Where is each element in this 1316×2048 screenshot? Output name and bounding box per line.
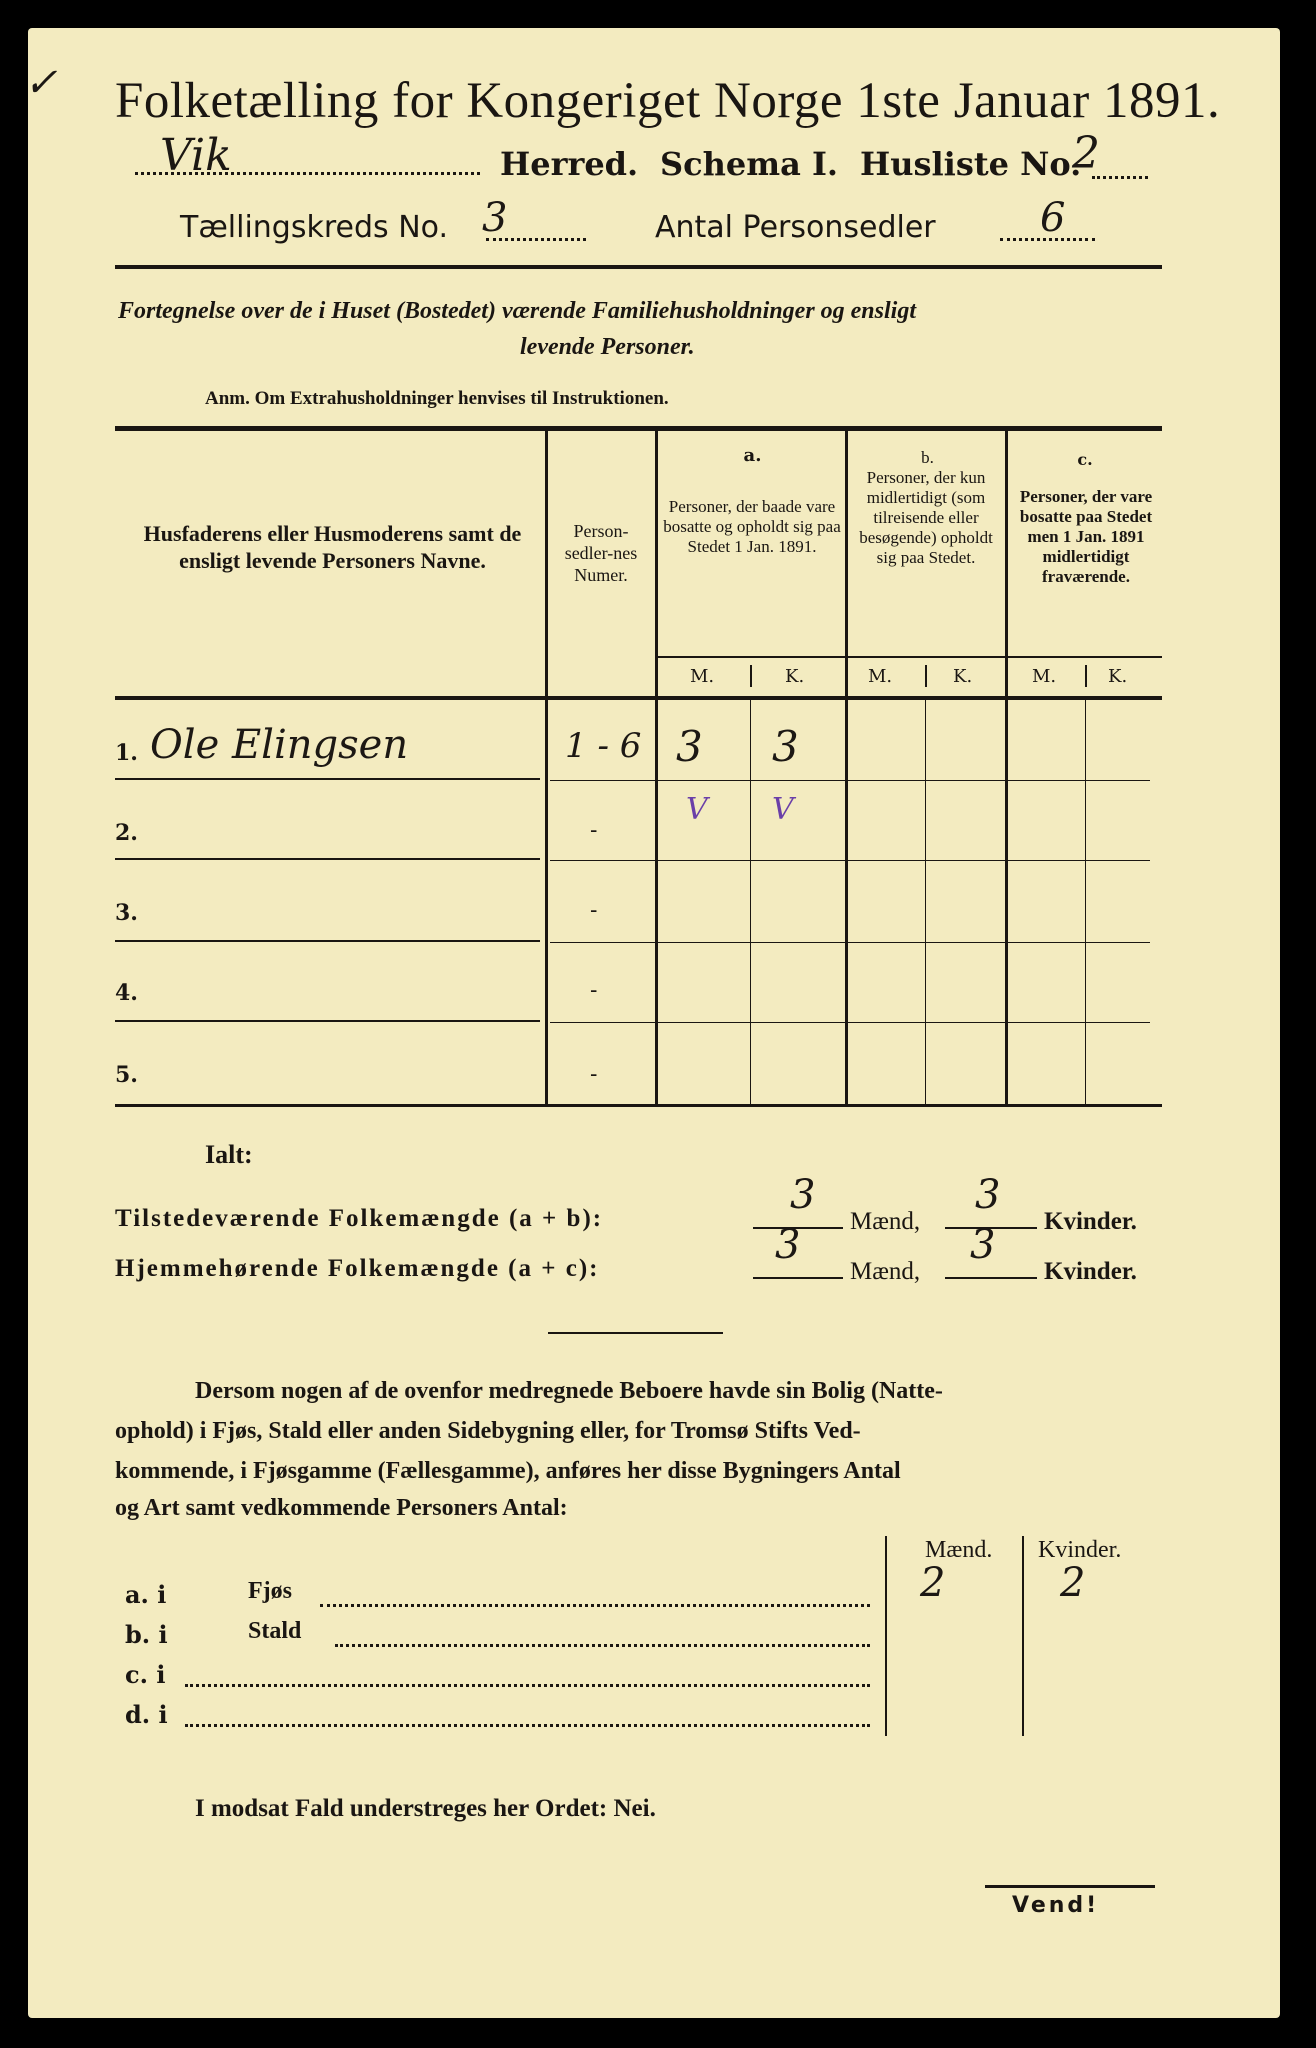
a-k-label: K. (785, 666, 805, 687)
row-a-k: 3 (772, 722, 799, 771)
col-div-4 (1005, 431, 1008, 1104)
dersom-item-k: 2 (1060, 1560, 1086, 1606)
col-div-2 (655, 431, 658, 1104)
tilstede-k: 3 (975, 1172, 1001, 1218)
col-div-1 (545, 431, 548, 1104)
hjemme-m-line (753, 1277, 843, 1279)
personsedler-label: Antal Personsedler (655, 210, 936, 245)
vend-rule (985, 1885, 1155, 1888)
dersom-item-letter: c. i (125, 1660, 166, 1689)
b-k-label: K. (953, 666, 973, 687)
dersom-item-dots (335, 1644, 870, 1647)
c-k-label: K. (1108, 666, 1128, 687)
row-rule-1b (550, 780, 1150, 781)
dersom-item-letter: b. i (125, 1620, 168, 1649)
dersom-line1: Dersom nogen af de ovenfor medregnede Beboere havde sin Bolig (Natte- (195, 1378, 943, 1404)
herred-label: Herred. (500, 145, 639, 183)
ialt-label: Ialt: (205, 1140, 253, 1169)
husliste-value: 2 (1072, 128, 1100, 179)
row-num: 2. (115, 820, 138, 846)
c-mk-div (1085, 700, 1086, 1104)
b-mk-div (925, 700, 926, 1104)
c-mk-div-head (1085, 665, 1087, 687)
a-m-label: M. (690, 666, 715, 687)
row-rule-4b (550, 1022, 1150, 1023)
tilstede-kvinder: Kvinder. (1044, 1208, 1137, 1235)
hjemme-label: Hjemmehørende Folkemængde (a + c): (115, 1255, 600, 1282)
schema-label: Schema I. (660, 145, 839, 183)
dersom-item-label: Stald (248, 1618, 302, 1644)
row-numer: - (590, 818, 598, 843)
dersom-line2: ophold) i Fjøs, Stald eller anden Sidebygning eller, for Tromsø Stifts Ved- (115, 1418, 861, 1444)
dersom-item-dots (185, 1684, 870, 1687)
vend-label: Vend! (1012, 1893, 1100, 1918)
b-mk-div-head (925, 665, 927, 687)
row-name: Ole Elingsen (150, 722, 409, 768)
col-c-letter: c. (1077, 450, 1093, 469)
dersom-kvinder-header: Kvinder. (1038, 1537, 1122, 1563)
intro-line2: levende Personer. (520, 334, 695, 360)
row-rule-3a (115, 940, 540, 942)
row-rule-2b (550, 860, 1150, 861)
col-a-letter: a. (743, 445, 762, 466)
col-b-header: Personer, der kun midlertidigt (som tilreisende eller besøgende) opholdt sig paa Stedet. (859, 468, 993, 567)
form-title: Folketælling for Kongeriget Norge 1ste Januar 1891. (115, 73, 1221, 129)
row-num: 1. (115, 740, 138, 766)
row-numer: - (590, 898, 598, 923)
personsedler-value: 6 (1040, 195, 1066, 241)
tilstede-label: Tilstedeværende Folkemængde (a + b): (115, 1205, 604, 1232)
row-num: 5. (115, 1062, 138, 1088)
dersom-div-1 (885, 1536, 887, 1736)
tilstede-maend: Mænd, (850, 1208, 921, 1235)
dersom-line4: og Art samt vedkommende Personers Antal: (115, 1495, 568, 1521)
a-mk-div-head (750, 665, 752, 687)
b-m-label: M. (868, 666, 893, 687)
hjemme-k-line (945, 1277, 1037, 1279)
row-a-m-check: V (686, 792, 708, 827)
husliste-dots (1092, 176, 1148, 179)
check-mark: ✓ (24, 60, 58, 106)
row-num: 4. (115, 980, 138, 1006)
row-numer: - (590, 978, 598, 1003)
col-numer-header: Person-sedler-nes Numer. (564, 521, 638, 585)
dersom-item-letter: d. i (125, 1700, 168, 1729)
dersom-item-letter: a. i (125, 1580, 167, 1609)
row-numer: - (590, 1062, 598, 1087)
dersom-item-m: 2 (920, 1560, 946, 1606)
husliste-label: Husliste No. (860, 145, 1082, 183)
hjemme-kvinder: Kvinder. (1044, 1258, 1137, 1285)
dersom-div-2 (1022, 1536, 1024, 1736)
hjemme-k: 3 (970, 1222, 996, 1268)
row-rule-1a (115, 778, 540, 780)
section-divider (548, 1332, 723, 1334)
mk-rule (658, 656, 1162, 658)
dersom-maend-header: Mænd. (925, 1537, 993, 1563)
col-b-letter: b. (921, 448, 934, 467)
nei-line: I modsat Fald understreges her Ordet: Nei. (195, 1795, 656, 1822)
kreds-value: 3 (482, 195, 508, 241)
personsedler-dots (1000, 238, 1095, 241)
table-bottom-rule (115, 1104, 1162, 1107)
dersom-item-dots (320, 1604, 870, 1607)
hjemme-m: 3 (775, 1222, 801, 1268)
intro-line1: Fortegnelse over de i Huset (Bostedet) værende Familiehusholdninger og ensligt (118, 298, 916, 324)
herred-value: Vik (160, 130, 232, 181)
row-rule-4a (115, 1020, 540, 1022)
dersom-line3: kommende, i Fjøsgamme (Fællesgamme), anføres her disse Bygningers Antal (115, 1458, 901, 1484)
dersom-item-dots (185, 1724, 870, 1727)
anm-note: Anm. Om Extrahusholdninger henvises til Instruktionen. (205, 388, 669, 409)
row-a-m: 3 (676, 722, 703, 771)
a-mk-div (750, 700, 751, 1104)
col-names-header: Husfaderens eller Husmoderens samt de ensligt levende Personers Navne. (143, 521, 522, 573)
c-m-label: M. (1032, 666, 1057, 687)
row-rule-2a (115, 858, 540, 860)
census-form (28, 28, 1280, 2018)
row-numer: 1 - 6 (565, 726, 642, 766)
hjemme-maend: Mænd, (850, 1258, 921, 1285)
header-rule (115, 265, 1162, 269)
row-num: 3. (115, 900, 138, 926)
tilstede-m: 3 (790, 1172, 816, 1218)
col-a-header: Personer, der baade vare bosatte og opholdt sig paa Stedet 1 Jan. 1891. (663, 497, 841, 556)
kreds-label: Tællingskreds No. (180, 210, 448, 245)
kreds-dots (486, 238, 586, 241)
col-c-header: Personer, der vare bosatte paa Stedet men 1 Jan. 1891 midlertidigt fraværende. (1019, 487, 1153, 586)
row-a-k-check: V (772, 792, 794, 827)
row-rule-3b (550, 942, 1150, 943)
dersom-item-label: Fjøs (248, 1578, 292, 1604)
